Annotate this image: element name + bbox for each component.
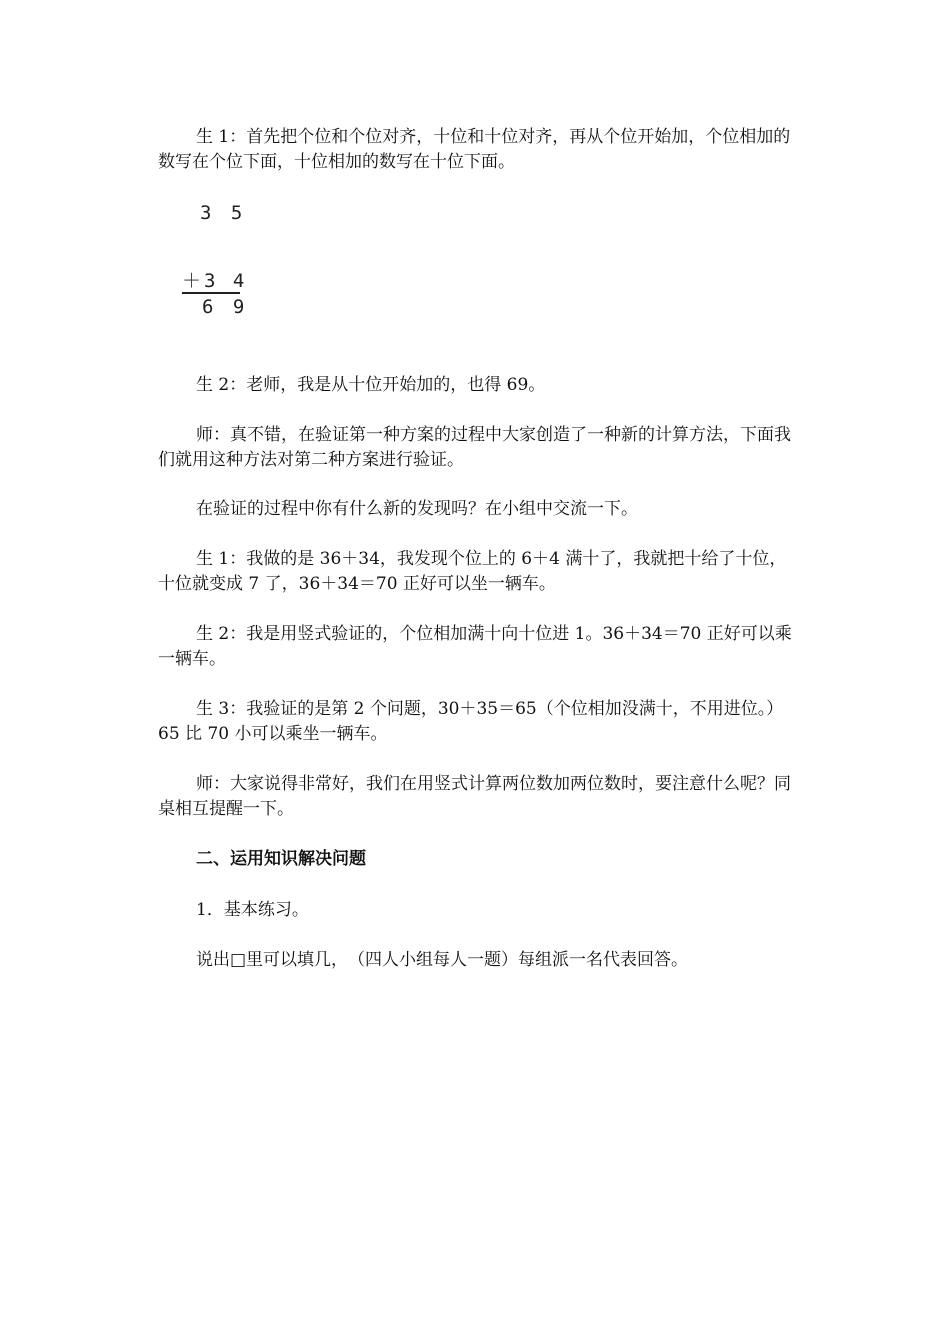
paragraph-basic-practice: 1．基本练习。 [196,900,309,920]
paragraph-student3-second-problem: 生 3：我验证的是第 2 个问题，30＋35＝65（个位相加没满十，不用进位。）65 比 70 小可以乘坐一辆车。 [158,699,784,744]
section-heading: 二、运用知识解决问题 [196,849,366,869]
paragraph-student2-vertical: 生 2：我是用竖式验证的，个位相加满十向十位进 1。36＋34＝70 正好可以乘一辆车。 [158,624,792,669]
sum-rule-line [182,292,240,294]
sum-result: 6 9 [202,296,249,318]
paragraph-student1-carry: 生 1：我做的是 36＋34，我发现个位上的 6＋4 满十了，我就把十给了十位，十位就变成 7 了，36＋34＝70 正好可以坐一辆车。 [158,549,787,594]
addend-bottom-with-plus: ＋3 4 [182,270,248,292]
addend-top: 3 5 [200,202,247,224]
paragraph-teacher-question: 师：大家说得非常好，我们在用竖式计算两位数加两位数时，要注意什么呢？同桌相互提醒一下。 [158,774,791,819]
paragraph-discovery-prompt: 在验证的过程中你有什么新的发现吗？在小组中交流一下。 [196,499,638,519]
paragraph-student2-tens-first: 生 2：老师，我是从十位开始加的，也得 69。 [196,375,546,395]
paragraph-teacher-praise: 师：真不错，在验证第一种方案的过程中大家创造了一种新的计算方法，下面我们就用这种方法对第二种方案进行验证。 [158,425,791,470]
paragraph-student1-explanation: 生 1：首先把个位和个位对齐，十位和十位对齐，再从个位开始加，个位相加的数写在个位下面，十位相加的数写在十位下面。 [158,127,791,172]
vertical-addition-image [182,200,262,330]
paragraph-fill-in-instruction: 说出□里可以填几， （四人小组每人一题）每组派一名代表回答。 [196,950,689,970]
